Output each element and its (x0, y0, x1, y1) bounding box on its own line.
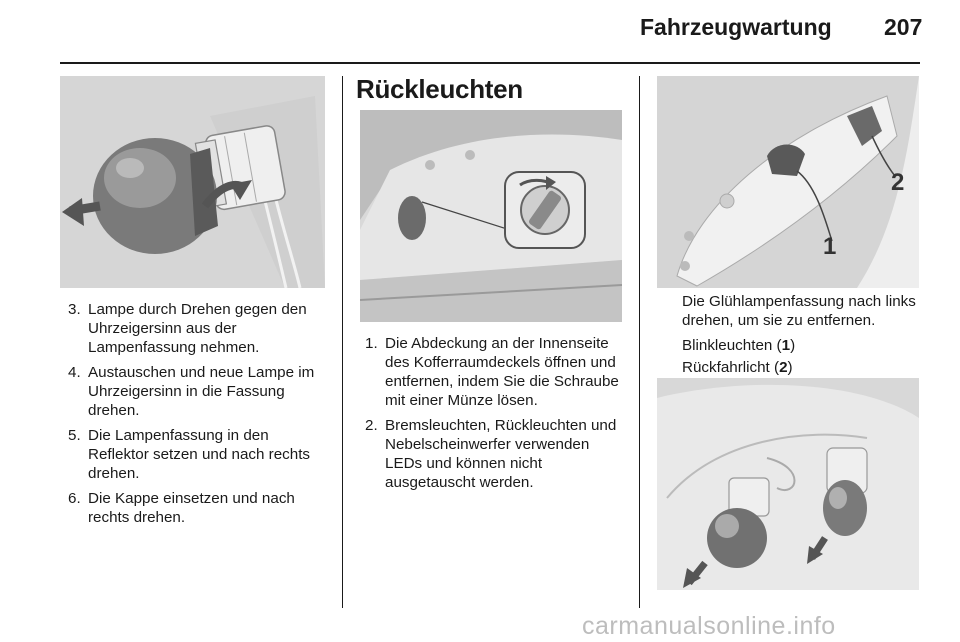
legend-1-prefix: Blinkleuchten ( (682, 337, 782, 354)
step-number: 2. (365, 417, 378, 434)
legend-1-suffix: ) (790, 337, 796, 354)
legend-reversing-light (682, 358, 922, 377)
step-text: Bremsleuchten, Rückleuchten und Nebelscheinwerfer verwenden LEDs und können nicht ausgetauscht werden. (385, 417, 617, 491)
list-item (62, 489, 330, 527)
middle-step-list (359, 334, 629, 498)
step-number: 4. (68, 364, 81, 381)
list-item (62, 426, 330, 483)
list-item (359, 334, 629, 410)
legend-turn-signals (682, 336, 922, 355)
left-step-list (62, 300, 330, 533)
figure-bulbs-removed (657, 378, 919, 590)
page-number: 207 (884, 14, 923, 40)
figure-bulb-removal (60, 76, 325, 288)
step-number: 5. (68, 427, 81, 444)
step-number: 6. (68, 490, 81, 507)
list-item (62, 363, 330, 420)
step-text: Lampe durch Drehen gegen den Uhrzeigersinn aus der Lampenfassung nehmen. (88, 301, 307, 356)
legend-2-prefix: Rückfahrlicht ( (682, 359, 780, 376)
callout-2-label: 2 (891, 169, 905, 196)
step-text: Die Lampenfassung in den Reflektor setzen und nach rechts drehen. (88, 427, 311, 482)
section-title: Rückleuchten (356, 74, 523, 104)
page-header-title: Fahrzeugwartung (640, 14, 832, 40)
bulb-socket-instruction: Die Glühlampenfassung nach links drehen, um sie zu entfernen. (682, 293, 916, 329)
legend-2-number: 2 (779, 359, 788, 376)
watermark: carmanualsonline.info (582, 612, 836, 640)
header-rule (60, 62, 920, 64)
column-divider-right (639, 76, 640, 608)
legend-1-number: 1 (781, 337, 791, 354)
step-number: 3. (68, 301, 81, 318)
callout-1-label: 1 (823, 233, 837, 260)
step-text: Die Abdeckung an der Innenseite des Kofferraumdeckels öffnen und entfernen, indem Sie die Schraube mit einer Münze lösen. (385, 335, 619, 409)
step-text: Austauschen und neue Lampe im Uhrzeigersinn in die Fassung drehen. (88, 364, 315, 419)
figure-trunk-lid-cover (360, 110, 622, 322)
legend-2-suffix: ) (787, 359, 793, 376)
column-divider-left (342, 76, 343, 608)
list-item (62, 300, 330, 357)
step-text: Die Kappe einsetzen und nach rechts drehen. (88, 490, 295, 526)
figure-rear-lamp-callouts (657, 76, 919, 288)
list-item (359, 416, 629, 492)
step-number: 1. (365, 335, 378, 352)
